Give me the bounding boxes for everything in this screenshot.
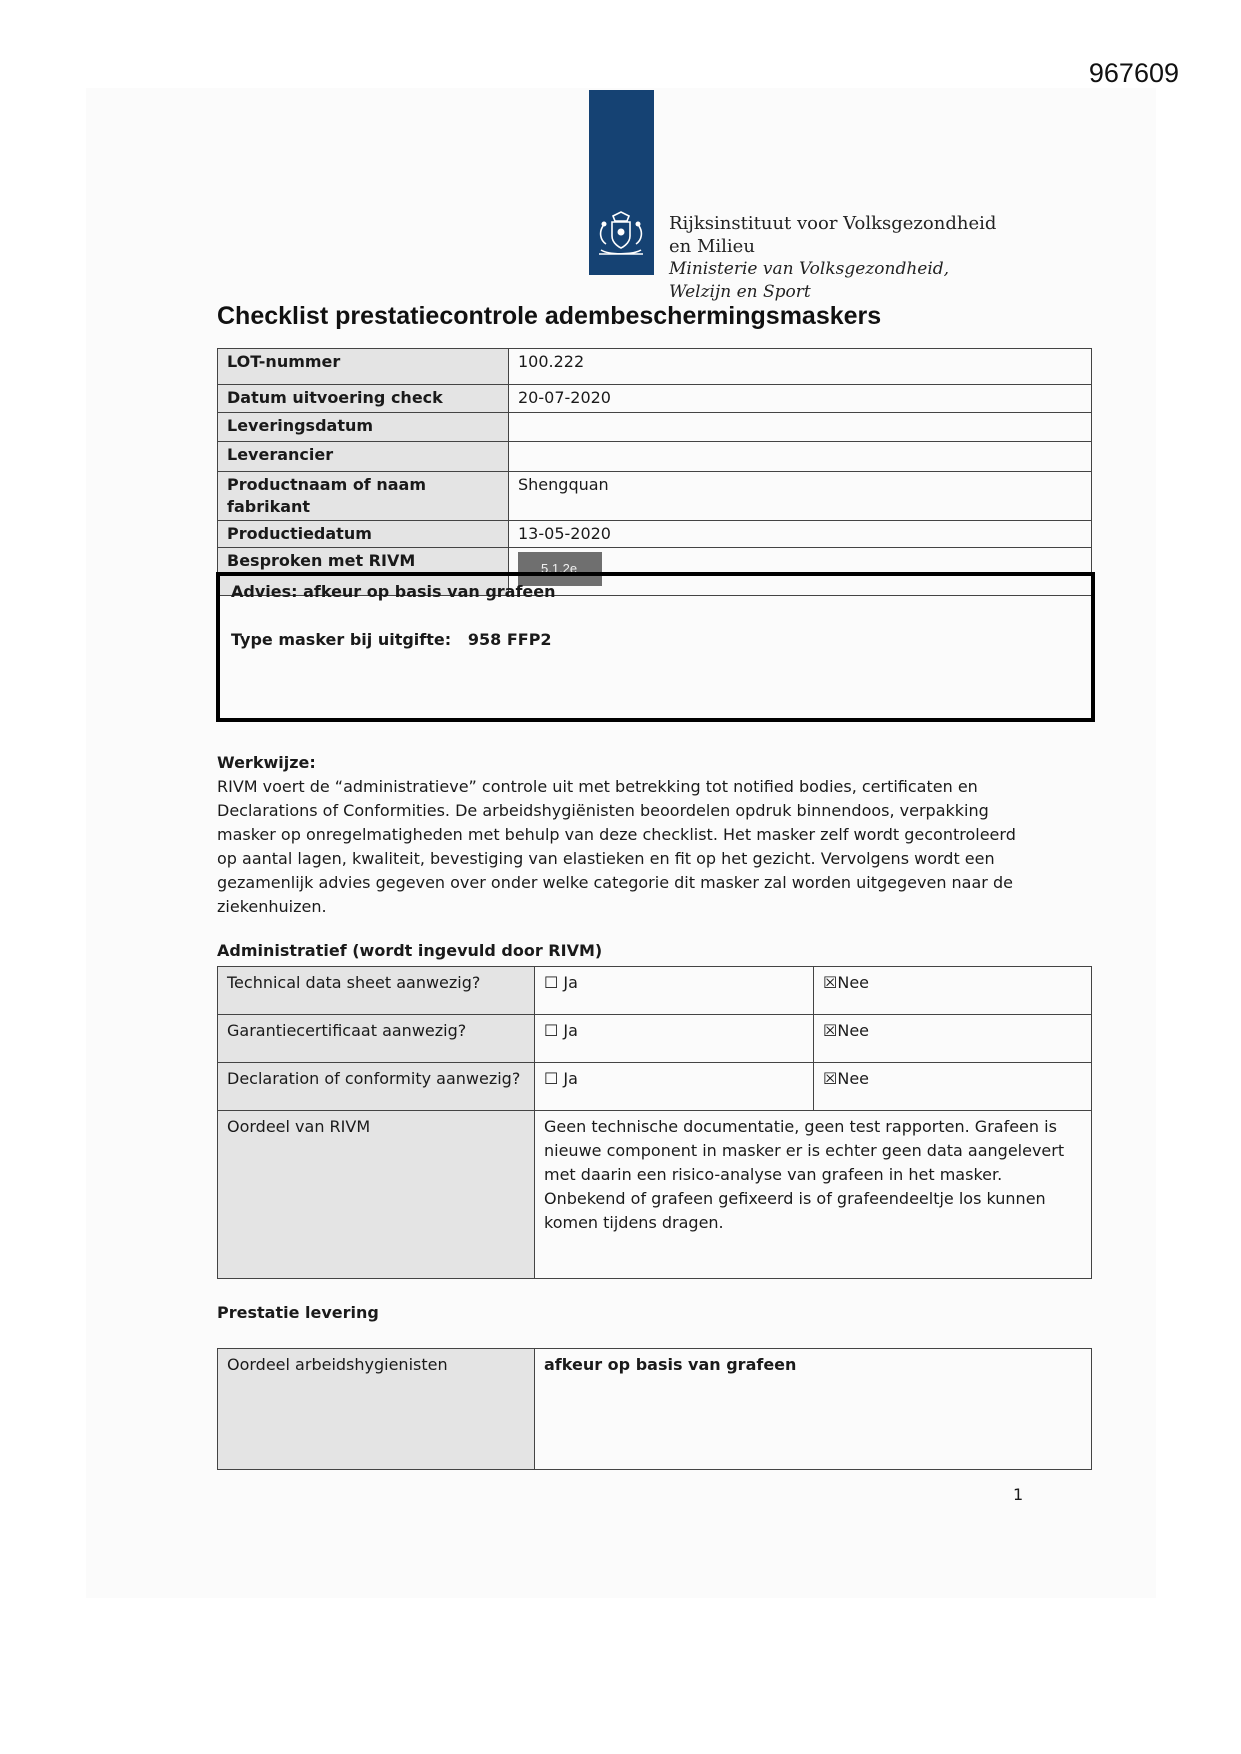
nee-checkbox[interactable]: ☒Nee (814, 1015, 1092, 1063)
page-number: 1 (1013, 1485, 1024, 1504)
prestatie-heading: Prestatie levering (217, 1303, 379, 1322)
info-table (217, 348, 1092, 596)
info-label: Productiedatum (218, 521, 509, 548)
info-value: 100.222 (509, 349, 1092, 385)
redaction-label: 5.1.2e (518, 552, 602, 586)
info-label: Leveringsdatum (218, 413, 509, 442)
info-value (509, 442, 1092, 472)
administratief-heading: Administratief (wordt ingevuld door RIVM) (217, 941, 603, 960)
oordeel-rivm-label: Oordeel van RIVM (218, 1111, 535, 1279)
info-row (218, 385, 1092, 413)
mask-type-text: Type masker bij uitgifte: 958 FFP2 (231, 630, 552, 649)
info-row (218, 413, 1092, 442)
org-line-1: Rijksinstituut voor Volksgezondheid (669, 213, 997, 234)
nee-checkbox[interactable]: ☒Nee (814, 967, 1092, 1015)
info-label: Besproken met RIVM (218, 548, 509, 596)
administratief-table (217, 966, 1092, 1279)
table-row (218, 1015, 1092, 1063)
check-label: Declaration of conformity aanwezig? (218, 1063, 535, 1111)
table-row (218, 1349, 1092, 1470)
organisation-name (669, 212, 996, 304)
info-row (218, 442, 1092, 472)
info-row (218, 349, 1092, 385)
oordeel-arbeidshygienisten-value: afkeur op basis van grafeen (535, 1349, 1092, 1470)
info-value (509, 413, 1092, 442)
ja-checkbox[interactable]: ☐ Ja (535, 967, 814, 1015)
advies-box (216, 572, 1095, 722)
table-row (218, 1063, 1092, 1111)
nee-checkbox[interactable]: ☒Nee (814, 1063, 1092, 1111)
prestatie-table (217, 1348, 1092, 1470)
ja-checkbox[interactable]: ☐ Ja (535, 1063, 814, 1111)
table-row (218, 1111, 1092, 1279)
advies-text: Advies: afkeur op basis van grafeen (231, 582, 556, 601)
page-title: Checklist prestatiecontrole adembeschermingsmaskers (217, 302, 882, 330)
info-value: 13-05-2020 (509, 521, 1092, 548)
table-row (218, 967, 1092, 1015)
info-row (218, 472, 1092, 521)
info-label: Datum uitvoering check (218, 385, 509, 413)
oordeel-rivm-text: Geen technische documentatie, geen test rapporten. Grafeen is nieuwe component in masker er is echter geen data aangelevert met daarin een risico-analyse van grafeen in het masker. Onbekend of grafeen gefixeerd is of grafeendeeltje los kunnen komen tijdens dragen. (535, 1111, 1092, 1279)
ministry-line-2: Welzijn en Sport (669, 282, 811, 302)
oordeel-arbeidshygienisten-label: Oordeel arbeidshygienisten (218, 1349, 535, 1470)
crest-icon (595, 210, 647, 260)
ja-checkbox[interactable]: ☐ Ja (535, 1015, 814, 1063)
werkwijze-text: RIVM voert de “administratieve” controle uit met betrekking tot notified bodies, certificaten en Declarations of Conformities. De arbeidshygiënisten beoordelen opdruk binnendoos, verpakking masker op onregelmatigheden met behulp van deze checklist. Het masker zelf wordt gecontroleerd op aantal lagen, kwaliteit, bevestiging van elastieken en fit op het gezicht. Vervolgens wordt een gezamenlijk advies gegeven over onder welke categorie dit masker zal worden uitgegeven naar de ziekenhuizen. (217, 777, 1016, 916)
document-id: 967609 (1088, 58, 1179, 88)
rijksoverheid-logo-bar (589, 90, 654, 275)
ministry-line-1: Ministerie van Volksgezondheid, (669, 259, 950, 279)
check-label: Technical data sheet aanwezig? (218, 967, 535, 1015)
werkwijze-heading: Werkwijze: (217, 753, 316, 772)
info-value: 20-07-2020 (509, 385, 1092, 413)
org-line-2: en Milieu (669, 236, 755, 257)
info-label: Productnaam of naam fabrikant (218, 472, 509, 521)
info-row (218, 521, 1092, 548)
check-label: Garantiecertificaat aanwezig? (218, 1015, 535, 1063)
info-value: Shengquan (509, 472, 1092, 521)
info-label: LOT-nummer (218, 349, 509, 385)
info-label: Leverancier (218, 442, 509, 472)
